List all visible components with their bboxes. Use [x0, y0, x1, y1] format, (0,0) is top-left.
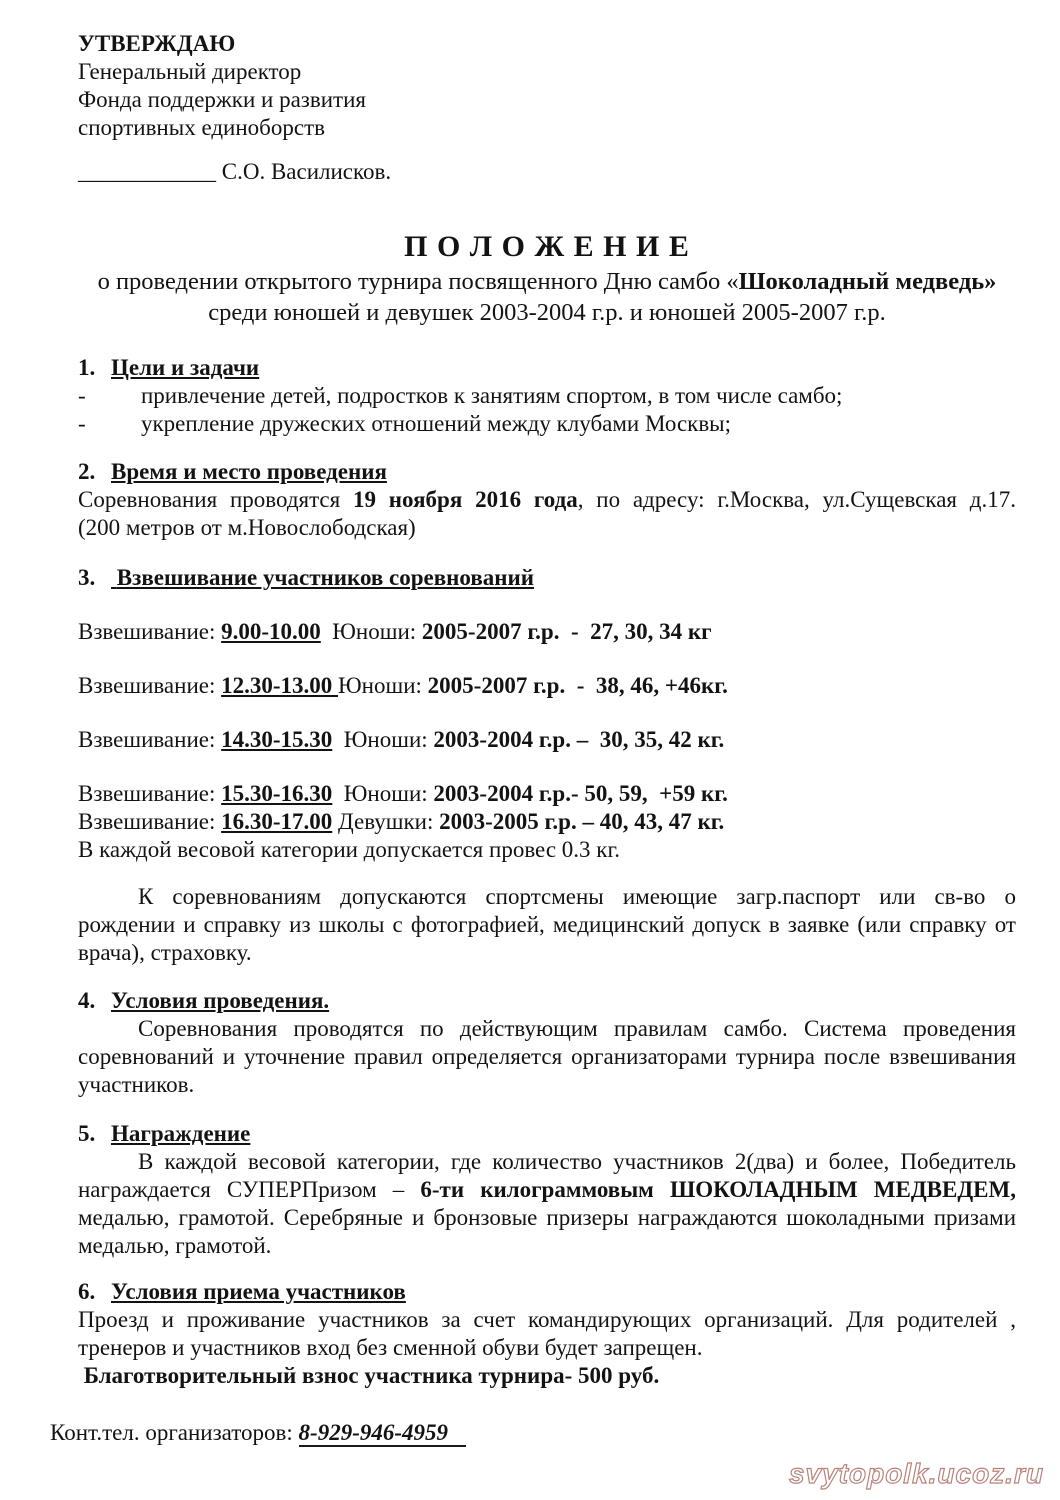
- section3-number: 3.: [78, 565, 96, 590]
- weighin-categories: 2005-2007 г.р. - 27, 30, 34 кг: [421, 619, 712, 644]
- super-prize-text: 6-ти килограммовым ШОКОЛАДНЫМ МЕДВЕДЕМ,: [420, 1177, 1016, 1202]
- weighin-label: Взвешивание:: [78, 673, 222, 698]
- tournament-name: Шоколадный медведь»: [738, 268, 997, 295]
- goal-item: [78, 410, 1016, 438]
- weighin-time: 14.30-15.30: [221, 727, 333, 752]
- goal-item-text: укрепление дружеских отношений между клубами Москвы;: [141, 411, 732, 436]
- dash-bullet: -: [78, 411, 86, 436]
- approval-block: [78, 30, 1016, 186]
- section1-heading: [78, 354, 1016, 382]
- venue-metro-line: (200 метров от м.Новослободская): [78, 515, 416, 540]
- approval-line-director: Генеральный директор: [78, 59, 302, 84]
- document-subtitle-line2: среди юношей и девушек 2003-2004 г.р. и юношей 2005-2007 г.р.: [208, 299, 886, 326]
- weighin-label: Взвешивание:: [78, 727, 222, 752]
- dash-bullet: -: [78, 383, 86, 408]
- admission-line: К соревнованиям допускаются спортсмены имеющие загр.паспорт или св-во о: [138, 884, 1016, 909]
- section2-title: Время и место проведения: [111, 459, 387, 484]
- event-date: 19 ноября 2016 года: [353, 487, 578, 512]
- admission-paragraph: [78, 883, 1016, 967]
- participation-line: тренеров и участников вход без сменной обуви будет запрещен.: [78, 1335, 703, 1360]
- subtitle-text: о проведении открытого турнира посвященного Дню самбо «: [97, 268, 739, 295]
- weighin-row: [78, 618, 1016, 646]
- section3-title: Взвешивание участников соревнований: [111, 565, 535, 590]
- awards-line: [78, 1176, 1016, 1204]
- weighin-time: 9.00-10.00: [221, 619, 321, 644]
- section5-title: Награждение: [111, 1121, 251, 1146]
- fee-note: Благотворительный взнос участника турнира- 500 руб.: [78, 1363, 660, 1388]
- document-subtitle-line1: [78, 266, 1016, 297]
- venue-text: Соревнования проводятся: [78, 487, 354, 512]
- goal-item: [78, 382, 1016, 410]
- venue-line: [78, 486, 1016, 514]
- section2-number: 2.: [78, 459, 96, 484]
- approval-heading: УТВЕРЖДАЮ: [78, 31, 236, 56]
- section6-heading: [78, 1278, 1016, 1306]
- awards-line: В каждой весовой категории, где количество участников 2(два) и более, Победитель: [138, 1149, 1016, 1174]
- weighin-row: [78, 726, 1016, 754]
- weighin-row: [78, 780, 1016, 808]
- approval-line-fund: Фонда поддержки и развития: [78, 87, 366, 112]
- approval-line-sports: спортивных единоборств: [78, 115, 325, 140]
- weighin-group: Юноши:: [320, 619, 422, 644]
- participation-paragraph: [78, 1306, 1016, 1390]
- rules-line: участников.: [78, 1072, 195, 1097]
- section6-number: 6.: [78, 1279, 96, 1304]
- rules-line: Соревнования проводятся по действующим правилам самбо. Система проведения: [138, 1016, 1016, 1041]
- contact-label: Конт.тел. организаторов:: [50, 1420, 299, 1445]
- section1-title: Цели и задачи: [111, 355, 260, 380]
- section6-title: Условия приема участников: [111, 1279, 406, 1304]
- weighin-time: 15.30-16.30: [221, 781, 333, 806]
- section4-heading: [78, 987, 1016, 1015]
- section5-number: 5.: [78, 1121, 96, 1146]
- weighin-categories: 2003-2004 г.р. – 30, 35, 42 кг.: [433, 727, 725, 752]
- contact-phone: 8-929-946-4959: [299, 1420, 466, 1447]
- weight-tolerance-note: В каждой весовой категории допускается провес 0.3 кг.: [78, 837, 621, 862]
- weighin-time: 12.30-13.00: [221, 673, 339, 698]
- section4-number: 4.: [78, 988, 96, 1013]
- admission-line: рождении и справку из школы с фотографией, медицинский допуск в заявке (или справку от: [78, 912, 1016, 937]
- venue-address: , по адресу: г.Москва, ул.Сущевская д.17.: [577, 487, 1016, 512]
- weighin-row: [78, 672, 1016, 700]
- weighin-label: Взвешивание:: [78, 619, 222, 644]
- contact-line: [50, 1419, 1016, 1447]
- admission-line: врача), страховку.: [78, 940, 252, 965]
- awards-text: награждается СУПЕРПризом –: [78, 1177, 421, 1202]
- site-watermark: svytopolk.ucoz.ru: [788, 1458, 1044, 1489]
- participation-line: Проезд и проживание участников за счет командирующих организаций. Для родителей ,: [78, 1307, 1016, 1332]
- weighin-categories: 2003-2005 г.р. – 40, 43, 47 кг.: [439, 809, 725, 834]
- document-title: П О Л О Ж Е Н И Е: [404, 230, 690, 263]
- weighin-row: [78, 808, 1016, 836]
- weighin-time: 16.30-17.00: [221, 809, 333, 834]
- awards-line: медалью, грамотой.: [78, 1233, 272, 1258]
- weighin-group: Юноши:: [338, 673, 428, 698]
- section5-heading: [78, 1120, 1016, 1148]
- section3-heading: [78, 564, 1016, 592]
- rules-paragraph: [78, 1015, 1016, 1099]
- weighin-categories: 2005-2007 г.р. - 38, 46, +46кг.: [427, 673, 728, 698]
- weighin-group: Девушки:: [332, 809, 440, 834]
- weighin-label: Взвешивание:: [78, 809, 222, 834]
- weighin-group: Юноши:: [332, 781, 434, 806]
- signature-line: ____________ С.О. Василисков.: [78, 159, 392, 184]
- awards-paragraph: [78, 1148, 1016, 1260]
- goal-item-text: привлечение детей, подростков к занятиям спортом, в том числе самбо;: [141, 383, 843, 408]
- weighin-categories: 2003-2004 г.р.- 50, 59, +59 кг.: [433, 781, 728, 806]
- rules-line: соревнований и уточнение правил определяется организаторами турнира после взвешивания: [78, 1044, 1016, 1069]
- section1-number: 1.: [78, 355, 96, 380]
- awards-line: медалью, грамотой. Серебряные и бронзовые призеры награждаются шоколадными призами: [78, 1205, 1016, 1230]
- section4-title: Условия проведения.: [111, 988, 330, 1013]
- weighin-label: Взвешивание:: [78, 781, 222, 806]
- weighin-group: Юноши:: [332, 727, 434, 752]
- section2-heading: [78, 458, 1016, 486]
